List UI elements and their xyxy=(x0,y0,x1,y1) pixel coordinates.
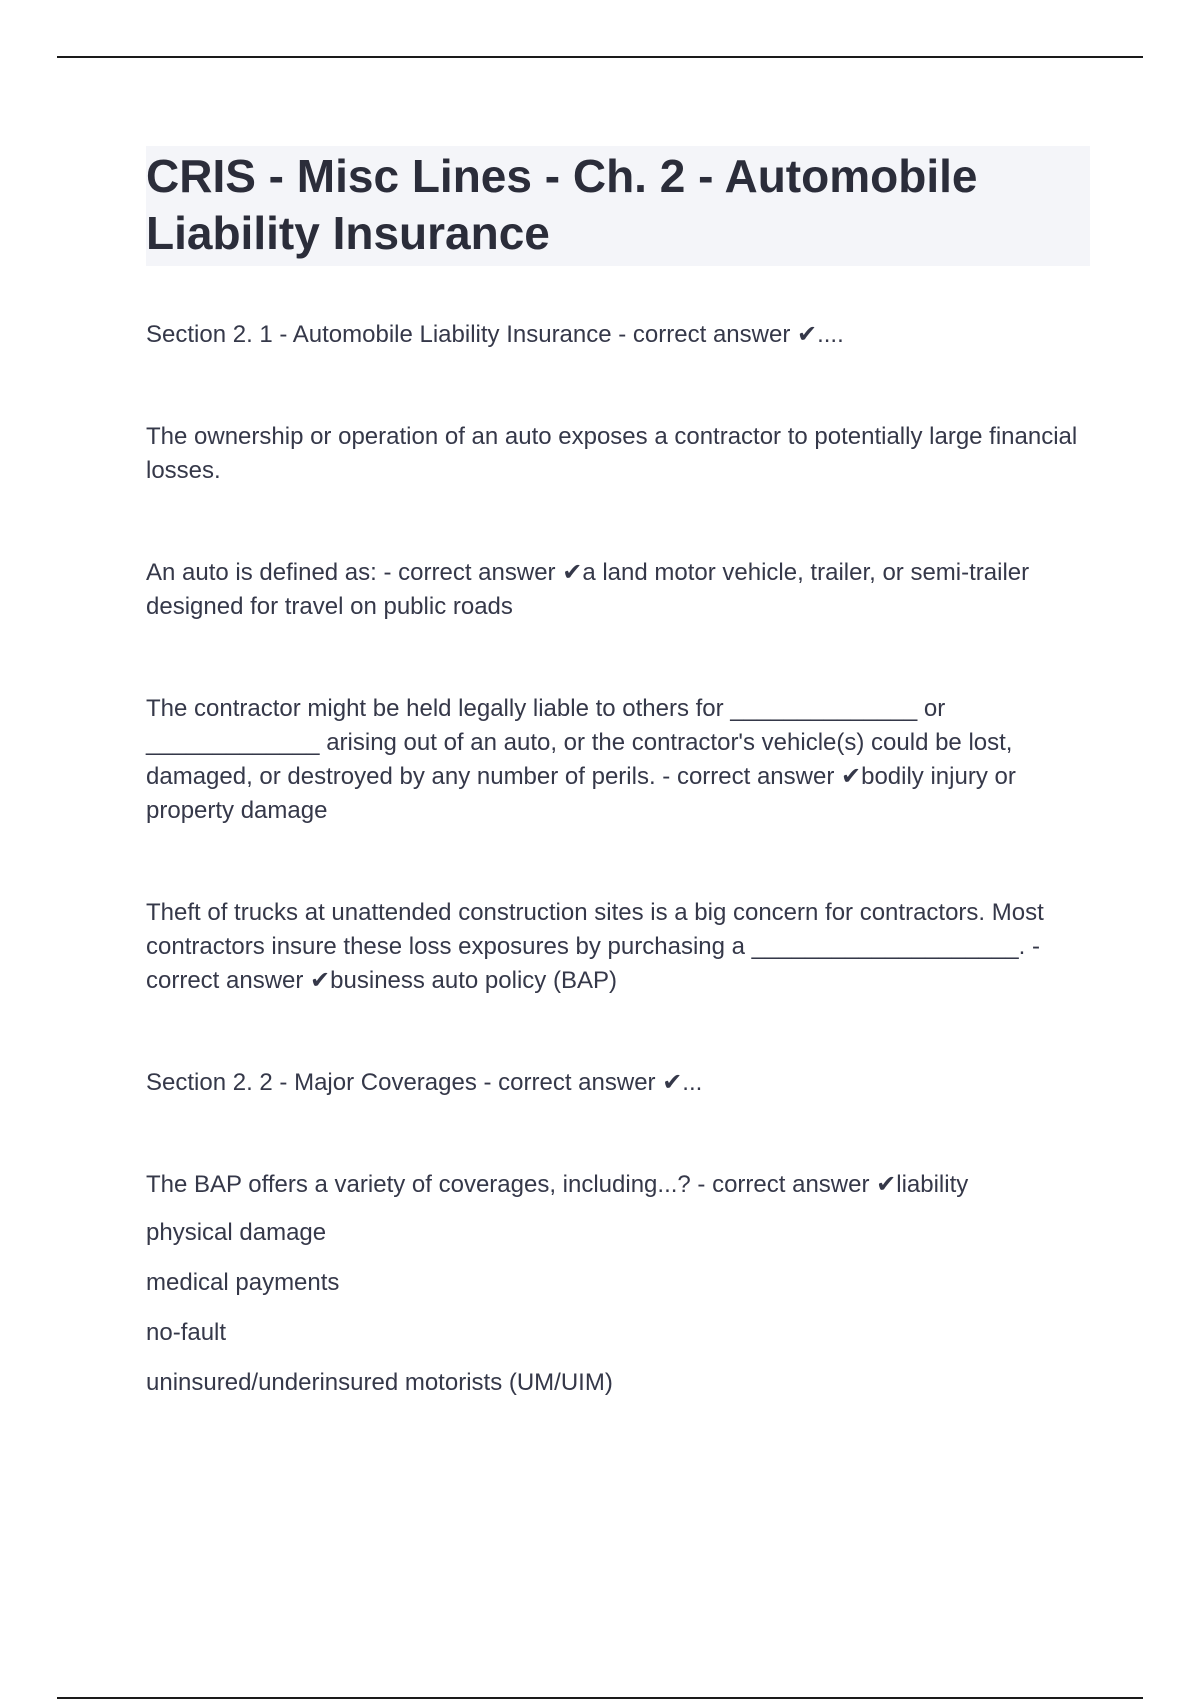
paragraph-liability: The contractor might be held legally liable to others for ______________ or _____________ arising out of an auto, or the contractor's vehicle(s) could be lost, damaged, or destroyed by any number of perils. - correct answer ✔bodily injury or property damage xyxy=(146,695,1016,824)
document-body xyxy=(146,146,1090,1416)
paragraph-theft: Theft of trucks at unattended construction sites is a big concern for contractors. Most contractors insure these loss exposures by purchasing a ____________________. - correct answer ✔business auto policy (BAP) xyxy=(146,899,1044,994)
coverage-item: no-fault xyxy=(146,1319,227,1346)
bottom-rule xyxy=(57,1697,1143,1699)
paragraph-bap-coverages: The BAP offers a variety of coverages, including...? - correct answer ✔liability xyxy=(146,1171,969,1198)
coverage-item: medical payments xyxy=(146,1269,340,1296)
document-title: CRIS - Misc Lines - Ch. 2 - Automobile Liability Insurance xyxy=(146,150,978,259)
paragraph-ownership: The ownership or operation of an auto exposes a contractor to potentially large financial losses. xyxy=(146,423,1078,484)
title-banner xyxy=(146,146,1090,266)
paragraph-section-2-1: Section 2. 1 - Automobile Liability Insurance - correct answer ✔.... xyxy=(146,321,844,348)
paragraph-auto-definition: An auto is defined as: - correct answer ✔a land motor vehicle, trailer, or semi-trailer designed for travel on public roads xyxy=(146,559,1030,620)
coverage-item: uninsured/underinsured motorists (UM/UIM) xyxy=(146,1369,613,1396)
paragraph-section-2-2: Section 2. 2 - Major Coverages - correct answer ✔... xyxy=(146,1069,703,1096)
top-rule xyxy=(57,56,1143,58)
coverage-item: physical damage xyxy=(146,1219,327,1246)
